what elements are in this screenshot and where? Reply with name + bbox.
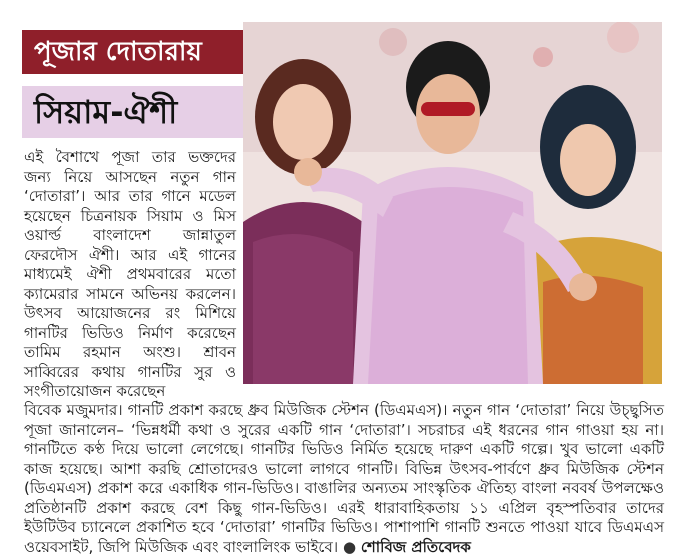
headline: সিয়াম-ঐশী [22,86,254,138]
bokeh-light [533,47,553,67]
lead-column-text: এই বৈশাখে পূজা তার ভক্তদের জন্য নিয়ে আসছেন নতুন গান ‘দোতারা’। আর তার গানে মডেল হয়েছেন চিত্রনায়ক সিয়াম ও মিস ওয়ার্ল্ড বাংলাদেশ জান্নাতুল ফেরদৌস ঐশী। আর এই গানের মাধ্যমেই ঐশী প্রথমবারের মতো ক্যামেরার সামনে অভিনয় করলেন। উৎসব আয়োজনের রং মিশিয়ে গানটির ভিডিও নির্মাণ করেছেন তামিম রহমান অংশু। শ্রাবন সাব্বিরের কথায় গানটির সুর ও সংগীতায়োজন করেছেন [24,148,236,400]
bokeh-light [379,28,407,56]
continuation-body: বিবেক মজুমদার। গানটি প্রকাশ করছে ধ্রুব মিউজিক স্টেশন (ডিএমএস)। নতুন গান ‘দোতারা’ নিয়ে উচ্ছ্বসিত পূজা জানালেন– ‘ভিন্নধর্মী কথা ও সুরের একটি গান ‘দোতারা’। সচরাচর এই ধরনের গান গাওয়া হয় না। গানটিতে কণ্ঠ দিয়ে ভালো লেগেছে। গানটির ভিডিও নির্মিত হয়েছে দারুণ একটি গল্পে। খুব ভালো একটি কাজ হয়েছে। আশা করছি শ্রোতাদেরও ভালো লাগবে গানটি। বিভিন্ন উৎসব-পার্বণে ধ্রুব মিউজিক স্টেশন (ডিএমএস) প্রকাশ করে একাধিক গান-ভিডিও। বাঙালির অন্যতম সাংস্কৃতিক ঐতিহ্য বাংলা নববর্ষ উপলক্ষেও প্রতিষ্ঠানটি প্রকাশ করছে বেশ কিছু গান-ভিডিও। এরই ধারাবাহিকতায় ১১ এপ্রিল বৃহস্পতিবার তাদের ইউটিউব চ্যানেলে প্রকাশিত হবে ‘দোতারা’ গানটির ভিডিও। পাশাপাশি গানটি শুনতে পাওয়া যাবে ডিএমএস ওয়েবসাইট, জিপি মিউজিক এবং বাংলালিংক ভাইবে। [24,401,664,556]
bullet-icon: ● [342,537,357,556]
kicker-label: পূজার দোতারায় [22,30,272,74]
byline: শোবিজ প্রতিবেদক [360,537,471,556]
continuation-text [24,401,664,557]
photo-illustration [243,22,662,384]
bokeh-light [607,22,639,53]
article-photo [243,22,662,384]
left-model-figure [243,59,363,384]
